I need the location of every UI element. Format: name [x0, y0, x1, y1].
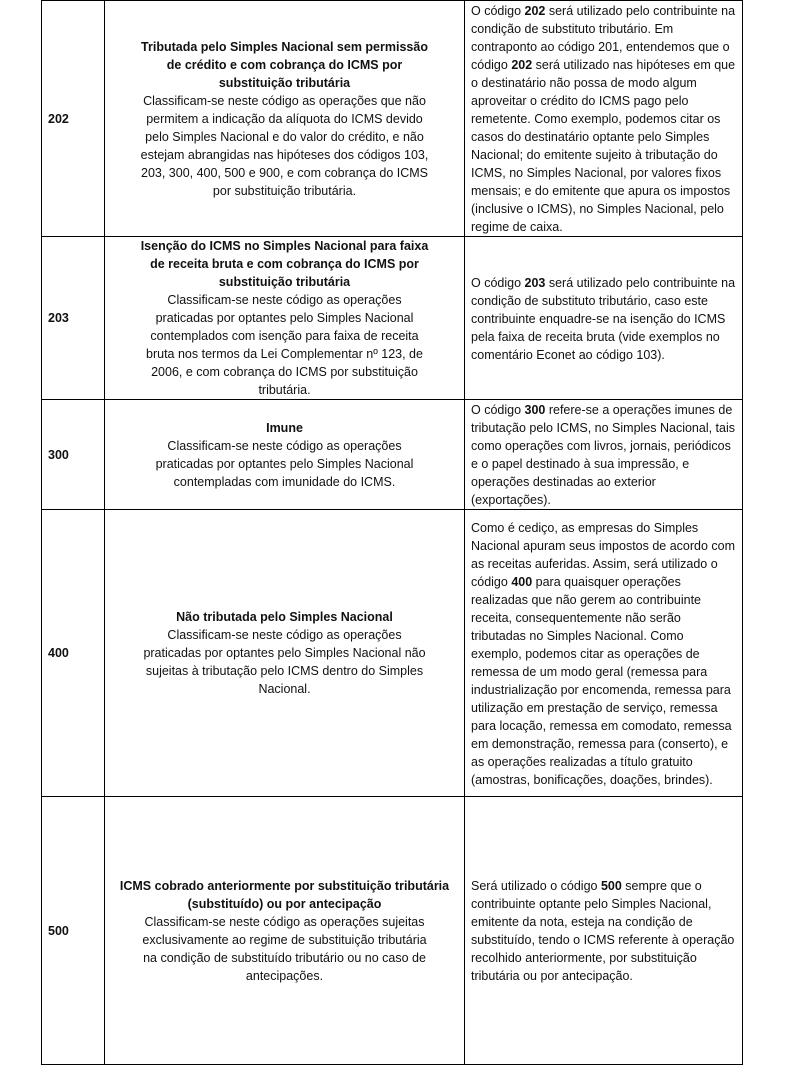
description-cell — [105, 510, 465, 797]
code-cell: 400 — [42, 510, 105, 797]
comment-text — [465, 273, 742, 364]
table-row — [42, 510, 743, 797]
comment-cell — [465, 237, 743, 400]
description-cell — [105, 237, 465, 400]
table-row — [42, 797, 743, 1065]
row-title: Isenção do ICMS no Simples Nacional para faixa de receita bruta e com cobrança do ICMS por substituição tributária — [140, 239, 429, 289]
row-description: Classificam-se neste código as operações praticadas por optantes pelo Simples Nacional não sujeitas à tributação pelo ICMS dentro do Simples Nacional. — [143, 628, 426, 696]
comment-text — [465, 400, 742, 509]
comment-code: 500 — [600, 879, 622, 893]
row-title: Tributada pelo Simples Nacional sem permissão de crédito e com cobrança do ICMS por substituição tributária — [141, 39, 428, 90]
row-description: Classificam-se neste código as operações sujeitas exclusivamente ao regime de substituição tributária na condição de substituído tributário ou no caso de antecipações. — [142, 914, 427, 983]
comment-code: 202 — [511, 58, 533, 72]
description-cell — [105, 1, 465, 237]
comment-code: 400 — [511, 574, 533, 589]
row-description: Classificam-se neste código as operações que não permitem a indicação da alíquota do ICMS devido pelo Simples Nacional e do valor do crédito, e não estejam abrangidas nas hipóteses dos códigos 103, 203, 300, 400, 500 e 900, e com cobrança do ICMS por substituição tributária. — [140, 93, 429, 198]
row-title: Imune — [266, 420, 303, 435]
comment-code: 202 — [524, 4, 546, 18]
comment-run: O código — [471, 275, 525, 290]
comment-run: para quaisquer operações realizadas que não gerem ao contribuinte receita, consequentemente não serão tributadas no Simples Nacional. Como exemplo, podemos citar as operações de remessa de um modo geral (remessa para industrialização por encomenda, remessa para utilização em prestação de serviço, remessa para locação, remessa em comodato, remessa em demonstração, remessa para (conserto), e as operações realizadas a título gratuito (amostras, bonificações, doações, brindes). — [471, 574, 732, 787]
comment-cell — [465, 797, 743, 1065]
comment-text — [465, 876, 742, 985]
comment-cell — [465, 1, 743, 237]
comment-run: será utilizado pelo contribuinte na condição de substituto tributário. Em contraponto ao código 201, entendemos que o código — [471, 4, 736, 72]
comment-run: será utilizado nas hipóteses em que o destinatário não possa de modo algum aproveitar o crédito do ICMS pago pelo remetente. Como exemplo, podemos citar os casos do destinatário optante pelo Simples Nacional; do emitente sujeito à tributação do ICMS, no Simples Nacional, por valores fixos mensais; e do emitente que apura os impostos (inclusive o ICMS), no Simples Nacional, pelo regime de caixa. — [471, 58, 736, 234]
comment-run: O código — [471, 4, 525, 18]
comment-text — [465, 518, 742, 789]
row-description: Classificam-se neste código as operações praticadas por optantes pelo Simples Nacional contemplados com isenção para faixa de receita bruta nos termos da Lei Complementar nº 123, de 2006, e com cobrança do ICMS por substituição tributária. — [146, 293, 423, 397]
description-cell — [105, 400, 465, 510]
description-cell — [105, 797, 465, 1065]
comment-run: Será utilizado o código — [471, 879, 601, 893]
comment-run: O código — [471, 403, 525, 417]
row-description: Classificam-se neste código as operações praticadas por optantes pelo Simples Nacional contempladas com imunidade do ICMS. — [155, 438, 414, 489]
comment-run: Como é cediço, as empresas do Simples Nacional apuram seus impostos de acordo com as receitas auferidas. Assim, será utilizado o código — [471, 520, 736, 589]
comment-text — [465, 1, 742, 236]
csosn-table — [41, 0, 743, 1065]
code-cell: 203 — [42, 237, 105, 400]
row-title: Não tributada pelo Simples Nacional — [176, 610, 393, 624]
comment-cell — [465, 400, 743, 510]
table-row — [42, 1, 743, 237]
comment-run: será utilizado pelo contribuinte na condição de substituto tributário, caso este contribuinte enquadre-se na isenção do ICMS pela faixa de receita bruta (vide exemplos no comentário Econet ao código 103). — [471, 275, 736, 362]
table-row — [42, 400, 743, 510]
comment-run: refere-se a operações imunes de tributação pelo ICMS, no Simples Nacional, tais como operações com livros, jornais, periódicos e o papel destinado à sua impressão, e operações destinadas ao exterior (exportações). — [471, 403, 736, 507]
comment-cell — [465, 510, 743, 797]
code-cell: 202 — [42, 1, 105, 237]
table-row — [42, 237, 743, 400]
row-title: ICMS cobrado anteriormente por substituição tributária (substituído) ou por antecipação — [119, 878, 450, 911]
code-cell: 500 — [42, 797, 105, 1065]
comment-run: sempre que o contribuinte optante pelo Simples Nacional, emitente da nota, esteja na condição de substituído, tendo o ICMS referente à operação recolhido anteriormente, por substituição tributária ou por antecipação. — [471, 879, 735, 983]
comment-code: 203 — [524, 275, 546, 290]
comment-code: 300 — [524, 403, 546, 417]
code-cell: 300 — [42, 400, 105, 510]
